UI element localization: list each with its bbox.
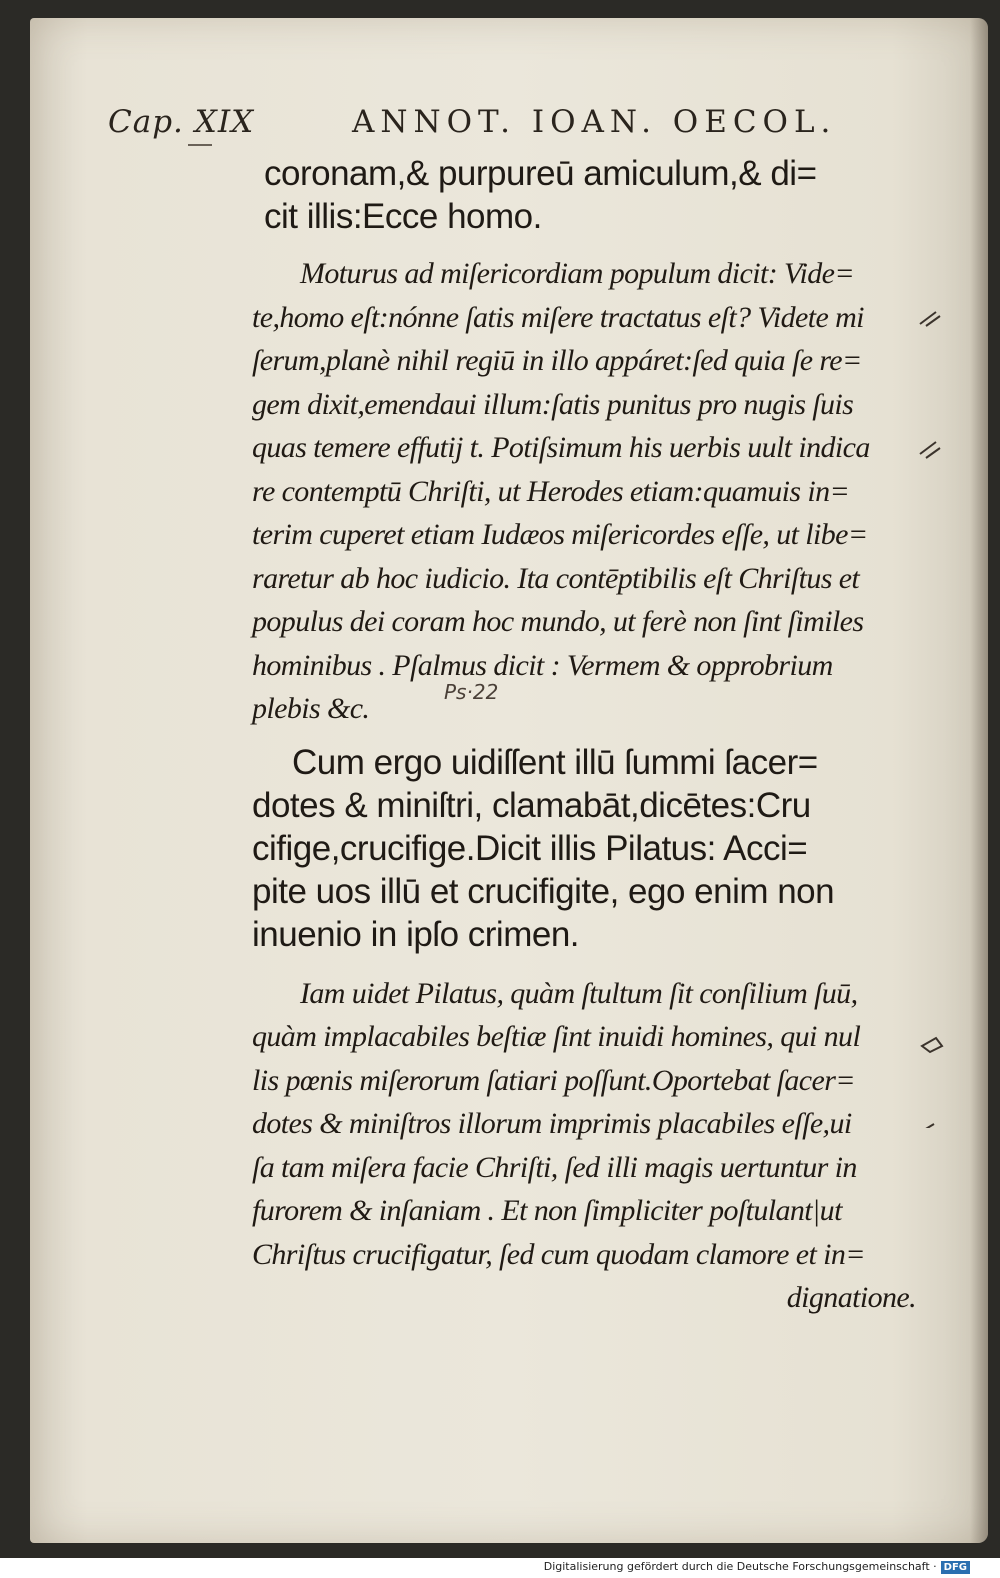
text-line: Cum ergo uidiſſent illū ſummi ſacer= [292,742,818,782]
text-line: coronam,& purpureū amiculum,& di= [264,154,817,193]
ink-mark [920,312,940,326]
text-line: cifige,crucifige.Dicit illis Pilatus: Acci= [252,828,808,868]
text-line: re contemptū Chriſti, ut Herodes etiam:quamuis in= [252,474,850,508]
text-line: terim cuperet etiam Iudæos miſericordes eſſe, ut libe= [252,518,868,551]
scripture-passage-2 [252,741,916,956]
book-page [30,18,988,1543]
text-line: Iam uidet Pilatus, quàm ſtultum ſit conſilium ſuū, [300,976,858,1010]
text-line: pite uos illū et crucifigite, ego enim non [252,871,835,911]
text-line: raretur ab hoc iudicio. Ita contēptibilis eſt Chriſtus et [252,561,860,595]
text-line: populus dei coram hoc mundo, ut ferè non ſint ſimiles [252,605,864,638]
hyphen-ink-marks [916,308,956,1128]
ink-mark [924,1124,934,1128]
text-line: ſa tam miſera facie Chriſti, ſed illi magis uertuntur in [252,1150,857,1184]
dfg-logo: DFG [941,1561,970,1574]
text-line: cit illis:Ecce homo. [264,197,542,236]
footer-credit [544,1558,970,1576]
marginal-psalm-note: Ps·22 [444,680,499,704]
text-line: inuenio in ipſo crimen. [252,914,580,954]
commentary-2 [252,972,916,1320]
text-line: te,homo eſt:nónne ſatis miſere tractatus eſt? Videte mi [252,300,864,334]
ink-mark [922,1038,942,1052]
text-line: furorem & inſaniam . Et non ſimpliciter poſtulant|ut [252,1194,842,1227]
commentary-1 [252,252,916,731]
text-line: gem dixit,emendaui illum:ſatis punitus pro nugis ſuis [252,387,854,421]
text-line: lis pœnis miſerorum ſatiari poſſunt.Oportebat ſacer= [252,1063,855,1097]
text-block [252,152,916,1320]
text-line: dotes & miniſtros illorum imprimis placabiles eſſe,ui [252,1107,852,1140]
text-line: ſerum,planè nihil regiū in illo appáret:ſed quia ſe re= [252,344,862,377]
scripture-passage-1 [252,152,916,238]
text-line: Chriſtus crucifigatur, ſed cum quodam clamore et in= [252,1237,865,1271]
text-line: dotes & miniſtri, clamabāt,dicētes:Cru [252,785,811,825]
text-line: quas temere effutij t. Potiſsimum his uerbis uult indica [252,431,870,464]
footer-bar [0,1558,1000,1578]
chapter-number: Cap. XIX [108,104,255,140]
text-line: dignatione. [786,1281,916,1314]
running-head [108,104,848,144]
footer-credit-text: Digitalisierung gefördert durch die Deutsche Forschungsgemeinschaft · [543,1560,937,1573]
text-line: plebis &c. [252,692,370,725]
text-line: hominibus . Pſalmus dicit : Vermem & opprobrium [252,648,833,682]
text-line: quàm implacabiles beſtiæ ſint inuidi homines, qui nul [252,1020,861,1053]
ink-dash-mark [188,144,212,146]
text-line: Moturus ad miſericordiam populum dicit: Vide= [300,257,855,290]
ink-mark [920,442,940,458]
running-title: ANNOT. IOAN. OECOL. [352,104,837,140]
